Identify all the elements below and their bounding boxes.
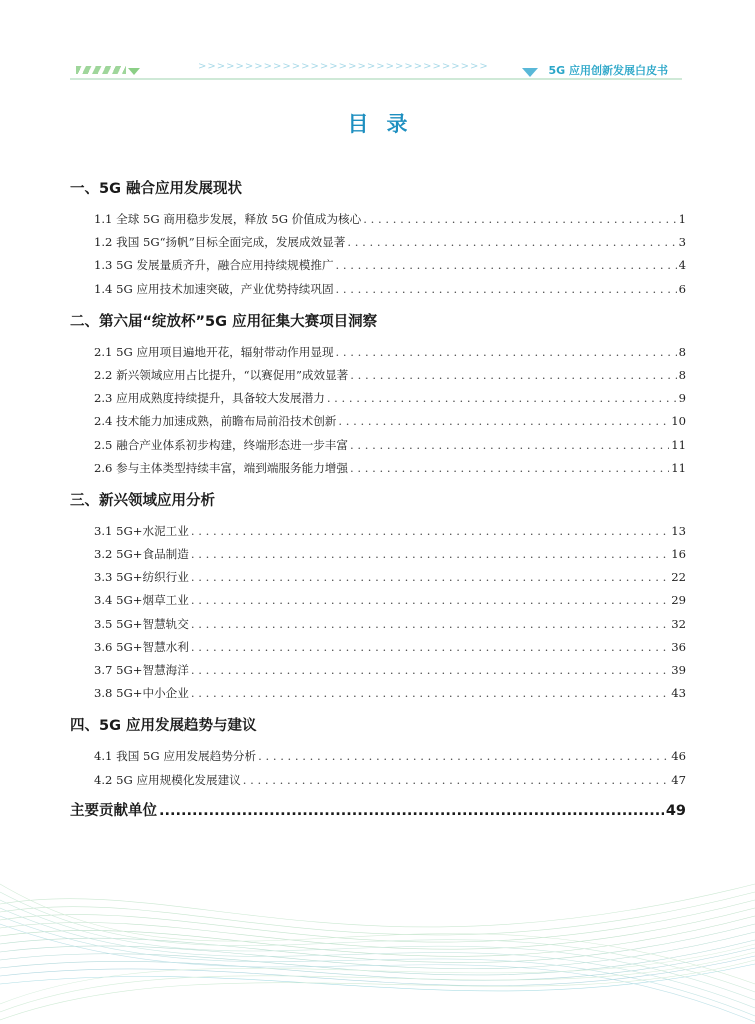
leader-dots (191, 636, 669, 659)
entry-page: 8 (678, 367, 686, 382)
leader-dots (191, 613, 669, 636)
toc-section-2 (70, 309, 686, 480)
toc-contributors-entry[interactable] (70, 798, 686, 824)
toc-entry[interactable] (70, 613, 686, 636)
leader-dots (191, 520, 669, 543)
entry-page: 36 (671, 639, 686, 654)
decorative-wave-lines (0, 864, 755, 1024)
leader-dots (191, 682, 669, 705)
leader-dots (258, 745, 669, 768)
entry-page: 13 (671, 523, 686, 538)
leader-dots (338, 410, 669, 433)
entry-page: 46 (671, 749, 686, 764)
entry-page: 10 (671, 414, 686, 429)
toc-entry[interactable] (70, 566, 686, 589)
toc-entry[interactable] (70, 682, 686, 705)
header-rule (70, 78, 682, 80)
toc-section-1 (70, 176, 686, 301)
section-heading[interactable]: 三、新兴领域应用分析 (70, 492, 215, 509)
entry-title: 2.1 5G 应用项目遍地开花，辐射带动作用显现 (94, 344, 334, 359)
entry-page: 6 (678, 281, 686, 296)
entry-page: 4 (678, 258, 686, 273)
toc-title: 目录 (347, 112, 426, 136)
leader-dots (159, 798, 664, 824)
entry-title: 3.1 5G+水泥工业 (94, 523, 189, 538)
toc-section-3 (70, 488, 686, 706)
toc-entry[interactable] (70, 745, 686, 768)
leader-dots (350, 457, 669, 480)
entry-page: 47 (671, 772, 686, 787)
entry-title: 2.6 参与主体类型持续丰富，端到端服务能力增强 (94, 460, 348, 475)
entry-title: 3.4 5G+烟草工业 (94, 593, 189, 608)
leader-dots (350, 434, 669, 457)
leader-dots (347, 231, 676, 254)
toc-entry[interactable] (70, 208, 686, 231)
toc-entry[interactable] (70, 520, 686, 543)
leader-dots (350, 364, 676, 387)
toc-entry[interactable] (70, 278, 686, 301)
leader-dots (363, 208, 676, 231)
entry-title: 3.6 5G+智慧水利 (94, 639, 189, 654)
entry-page: 32 (671, 616, 686, 631)
leader-dots (191, 659, 669, 682)
entry-title: 4.1 我国 5G 应用发展趋势分析 (94, 749, 257, 764)
entry-page: 3 (678, 235, 686, 250)
header-triangle-right-icon (522, 68, 538, 77)
entry-title: 1.2 我国 5G“扬帆”目标全面完成，发展成效显著 (94, 235, 346, 250)
entry-title: 2.3 应用成熟度持续提升，具备较大发展潜力 (94, 391, 325, 406)
entry-page: 8 (678, 344, 686, 359)
entry-title: 1.1 全球 5G 商用稳步发展，释放 5G 价值成为核心 (94, 212, 362, 226)
entry-page: 29 (671, 593, 686, 608)
entry-title: 3.5 5G+智慧轨交 (94, 616, 189, 631)
entry-page: 1 (678, 212, 686, 226)
entry-title: 2.2 新兴领域应用占比提升，“以赛促用”成效显著 (94, 367, 349, 382)
header-triangle-left-icon (128, 68, 140, 75)
entry-page: 39 (671, 663, 686, 677)
leader-dots (243, 769, 669, 792)
toc-entry[interactable] (70, 254, 686, 277)
leader-dots (191, 566, 669, 589)
header-title: 5G 应用创新发展白皮书 (548, 64, 668, 77)
section-heading[interactable]: 四、5G 应用发展趋势与建议 (70, 718, 257, 735)
entry-page: 22 (671, 570, 686, 585)
entry-title: 4.2 5G 应用规模化发展建议 (94, 772, 241, 787)
table-of-contents (70, 176, 686, 824)
entry-title: 3.8 5G+中小企业 (94, 686, 189, 701)
toc-entry[interactable] (70, 769, 686, 792)
toc-entry[interactable] (70, 589, 686, 612)
contributors-title: 主要贡献单位 (70, 802, 157, 819)
section-heading[interactable]: 二、第六届“绽放杯”5G 应用征集大赛项目洞察 (70, 313, 378, 330)
section-heading[interactable]: 一、5G 融合应用发展现状 (70, 181, 243, 197)
leader-dots (191, 589, 669, 612)
entry-page: 11 (671, 460, 686, 475)
entry-page: 16 (671, 547, 686, 562)
leader-dots (336, 278, 677, 301)
leader-dots (327, 387, 677, 410)
toc-entry[interactable] (70, 543, 686, 566)
entry-page: 43 (671, 686, 686, 701)
entry-title: 1.3 5G 发展量质齐升，融合应用持续规模推广 (94, 258, 334, 273)
entry-title: 3.2 5G+食品制造 (94, 547, 189, 562)
toc-entry[interactable] (70, 659, 686, 682)
entry-title: 3.7 5G+智慧海洋 (94, 663, 189, 677)
toc-entry[interactable] (70, 457, 686, 480)
leader-dots (336, 341, 677, 364)
toc-entry[interactable] (70, 410, 686, 433)
toc-entry[interactable] (70, 434, 686, 457)
entry-title: 2.5 融合产业体系初步构建，终端形态进一步丰富 (94, 437, 348, 452)
header-chevrons-decoration: >>>>>>>>>>>>>>>>>>>>>>>>>>>>>>> (198, 61, 489, 72)
toc-entry[interactable] (70, 364, 686, 387)
toc-entry[interactable] (70, 341, 686, 364)
toc-entry[interactable] (70, 387, 686, 410)
entry-page: 11 (671, 437, 686, 452)
entry-page: 9 (678, 391, 686, 406)
entry-title: 2.4 技术能力加速成熟，前瞻布局前沿技术创新 (94, 414, 337, 429)
header-stripes-decoration (76, 66, 126, 74)
entry-title: 3.3 5G+纺织行业 (94, 570, 189, 585)
leader-dots (191, 543, 669, 566)
toc-section-4 (70, 713, 686, 791)
toc-entry[interactable] (70, 636, 686, 659)
page-header (70, 62, 682, 84)
toc-entry[interactable] (70, 231, 686, 254)
entry-title: 1.4 5G 应用技术加速突破，产业优势持续巩固 (94, 281, 334, 296)
contributors-page: 49 (665, 802, 686, 819)
leader-dots (336, 254, 677, 277)
